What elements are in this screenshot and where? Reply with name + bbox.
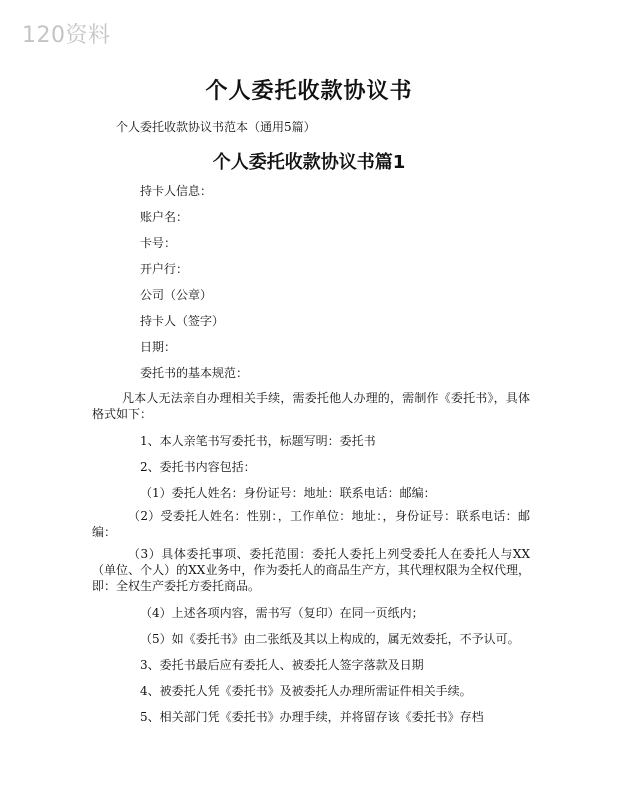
field-account-name: 账户名： bbox=[140, 210, 189, 224]
sub-item-2: （2）受委托人姓名：性别：，工作单位：地址：，身份证号：联系电话：邮编： bbox=[92, 509, 530, 539]
field-card-no: 卡号： bbox=[140, 236, 177, 250]
field-date: 日期： bbox=[140, 340, 177, 354]
list-item-1: 1、本人亲笔书写委托书，标题写明：委托书 bbox=[140, 434, 376, 448]
field-holder-info: 持卡人信息： bbox=[140, 184, 213, 198]
section-title: 个人委托收款协议书篇1 bbox=[212, 152, 406, 173]
sub-item-5: （5）如《委托书》由二张纸及其以上构成的，属无效委托，不予认可。 bbox=[140, 632, 520, 646]
field-company-seal: 公司（公章） bbox=[140, 288, 213, 302]
document-subtitle: 个人委托收款协议书范本（通用5篇） bbox=[116, 120, 316, 134]
intro-paragraph: 凡本人无法亲自办理相关手续，需委托他人办理的，需制作《委托书》，具体格式如下： bbox=[92, 391, 530, 421]
sub-item-4: （4）上述各项内容，需书写（复印）在同一页纸内； bbox=[140, 606, 424, 620]
norms-heading: 委托书的基本规范： bbox=[140, 366, 249, 380]
sub-item-1: （1）委托人姓名：身份证号：地址：联系电话：邮编： bbox=[140, 486, 436, 500]
field-bank: 开户行： bbox=[140, 262, 189, 276]
list-item-5: 5、相关部门凭《委托书》办理手续，并将留存该《委托书》存档 bbox=[140, 710, 484, 724]
watermark-logo: 120资料 bbox=[22, 23, 111, 48]
list-item-3: 3、委托书最后应有委托人、被委托人签字落款及日期 bbox=[140, 658, 424, 672]
document-title: 个人委托收款协议书 bbox=[205, 79, 413, 104]
field-holder-sign: 持卡人（签字） bbox=[140, 314, 225, 328]
list-item-2: 2、委托书内容包括： bbox=[140, 460, 256, 474]
list-item-4: 4、被委托人凭《委托书》及被委托人办理所需证件相关手续。 bbox=[140, 684, 472, 698]
sub-item-3: （3）具体委托事项、委托范围：委托人委托上列受委托人在委托人与XX（单位、个人）的XX业务中，作为委托人的商品生产方，其代理权限为全权代理，即：全权生产委托方委托商品。 bbox=[92, 547, 530, 593]
